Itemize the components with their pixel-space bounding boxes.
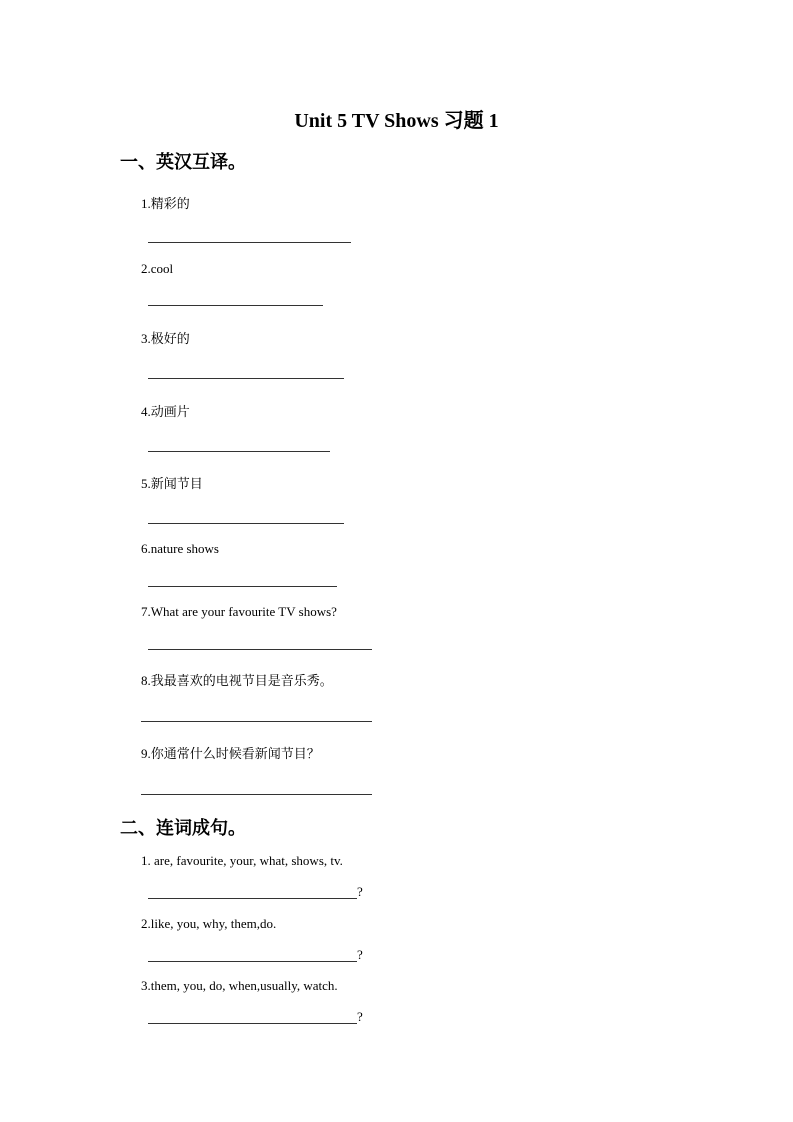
question-4-prompt: 4.动画片 [141,404,190,419]
question-mark-3: ? [357,1009,363,1024]
sentence-answer-line-1[interactable] [148,898,357,899]
question-mark-2: ? [357,947,363,962]
sentence-1-prompt: 1. are, favourite, your, what, shows, tv. [141,853,343,868]
answer-line-4[interactable] [148,451,330,452]
question-mark-1: ? [357,884,363,899]
answer-line-1[interactable] [148,242,351,243]
answer-line-2[interactable] [148,305,323,306]
sentence-2-prompt: 2.like, you, why, them,do. [141,916,277,931]
answer-line-3[interactable] [148,378,344,379]
answer-line-7[interactable] [148,649,372,650]
answer-line-8[interactable] [141,721,372,722]
question-3-prompt: 3.极好的 [141,331,190,346]
question-7-prompt: 7.What are your favourite TV shows? [141,604,337,619]
sentence-3-prompt: 3.them, you, do, when,usually, watch. [141,978,338,993]
question-5-prompt: 5.新闻节目 [141,476,203,491]
section-heading-translation: 一、英汉互译。 [120,152,246,173]
page-title: Unit 5 TV Shows 习题 1 [294,110,499,132]
question-9-prompt: 9.你通常什么时候看新闻节目？ [141,746,320,761]
question-2-prompt: 2.cool [141,261,174,276]
answer-line-9[interactable] [141,794,372,795]
answer-line-6[interactable] [148,586,337,587]
question-6-prompt: 6.nature shows [141,541,219,556]
section-heading-sentence-building: 二、连词成句。 [120,818,246,839]
question-1-prompt: 1.精彩的 [141,196,190,211]
question-8-prompt: 8.我最喜欢的电视节目是音乐秀。 [141,673,333,688]
sentence-answer-line-2[interactable] [148,961,357,962]
answer-line-5[interactable] [148,523,344,524]
sentence-answer-line-3[interactable] [148,1023,357,1024]
